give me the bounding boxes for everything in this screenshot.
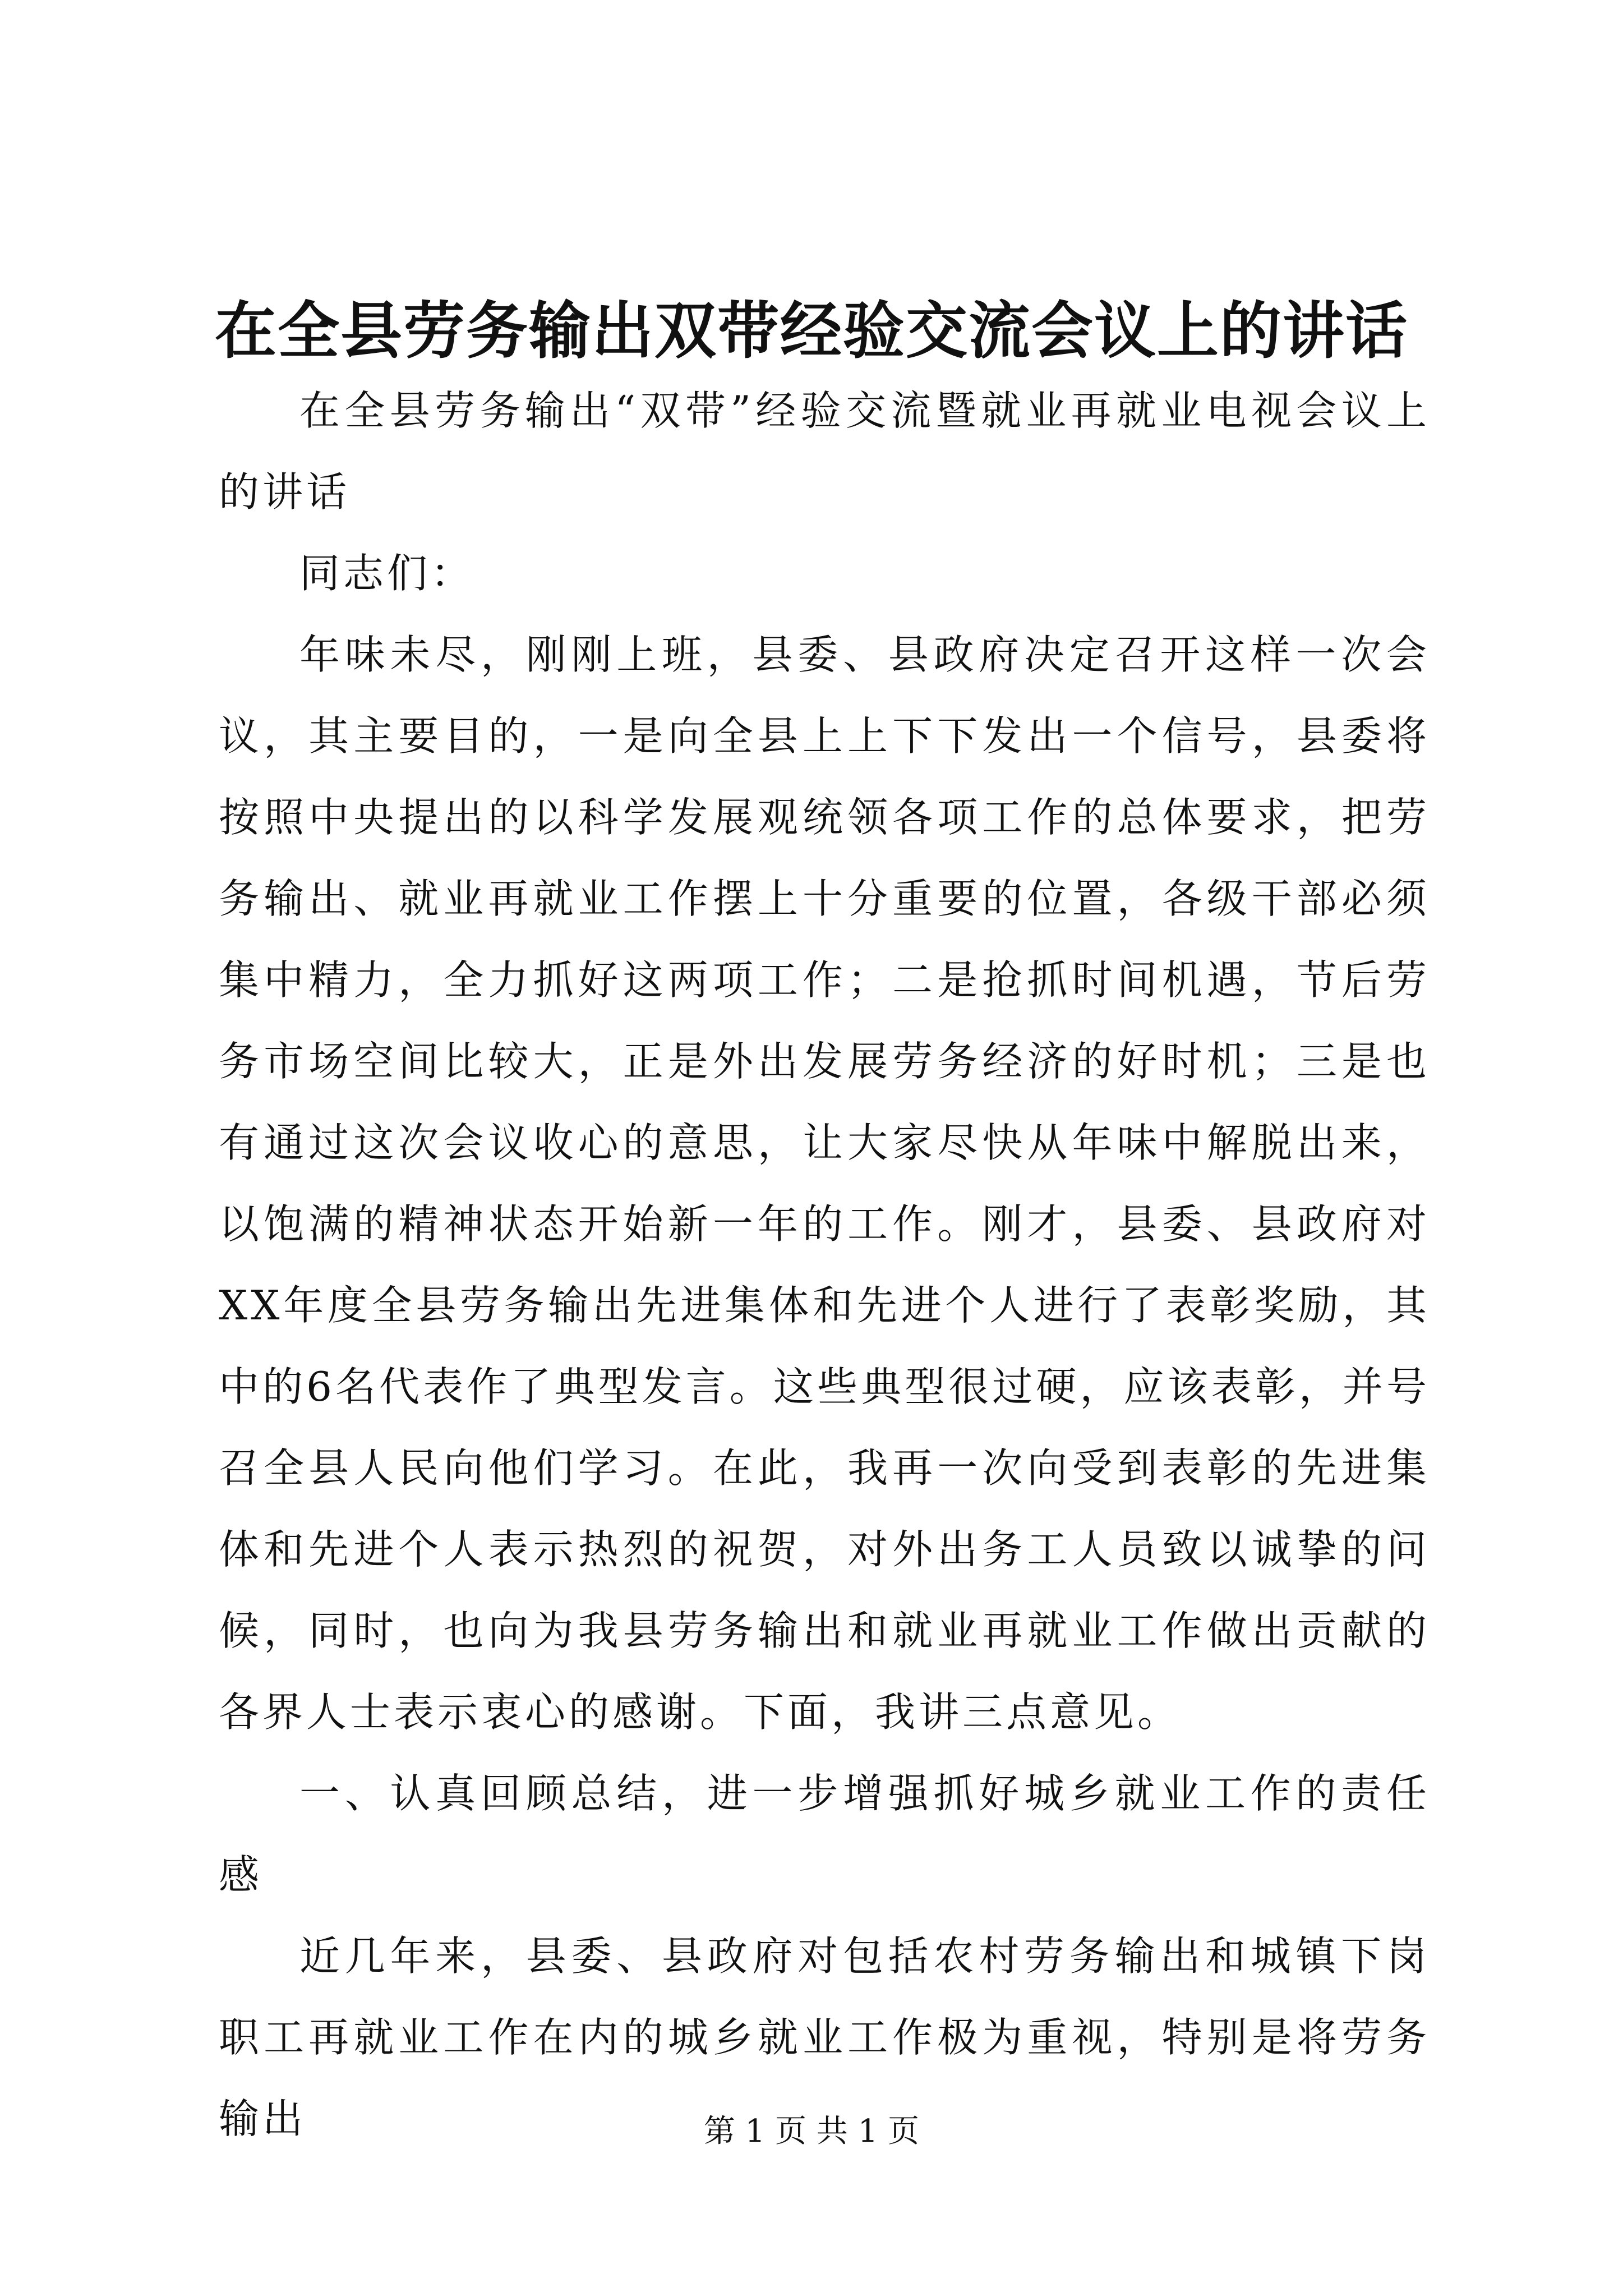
document-body bbox=[219, 370, 1430, 2160]
page-number-footer: 第 1 页 共 1 页 bbox=[703, 2113, 920, 2150]
paragraph-section-body: 近几年来，县委、县政府对包括农村劳务输出和城镇下岗职工再就业工作在内的城乡就业工作极为重视，特别是将劳务输出 bbox=[219, 1932, 1430, 2142]
paragraph-subtitle: 在全县劳务输出“双带”经验交流暨就业再就业电视会议上的讲话 bbox=[219, 387, 1430, 516]
paragraph-opening: 年味未尽，刚刚上班，县委、县政府决定召开这样一次会议，其主要目的，一是向全县上上下下发出一个信号，县委将按照中央提出的以科学发展观统领各项工作的总体要求，把劳务输出、就业再就业工作摆上十分重要的位置，各级干部必须集中精力，全力抓好这两项工作；二是抢抓时间机遇，节后劳务市场空间比较大，正是外出发展劳务经济的好时机；三是也有通过这次会议收心的意思，让大家尽快从年味中解脱出来，以饱满的精神状态开始新一年的工作。刚才，县委、县政府对XX年度全县劳务输出先进集体和先进个人进行了表彰奖励，其中的6名代表作了典型发言。这些典型很过硬，应该表彰，并号召全县人民向他们学习。在此，我再一次向受到表彰的先进集体和先进个人表示热烈的祝贺，对外出务工人员致以诚挚的问候，同时，也向为我县劳务输出和就业再就业工作做出贡献的各界人士表示衷心的感谢。下面，我讲三点意见。 bbox=[219, 631, 1430, 1736]
document-title: 在全县劳务输出双带经验交流会议上的讲话 bbox=[215, 295, 1408, 367]
paragraph-section-heading: 一、认真回顾总结，进一步增强抓好城乡就业工作的责任感 bbox=[219, 1770, 1430, 1898]
paragraph-salutation: 同志们： bbox=[299, 550, 475, 597]
